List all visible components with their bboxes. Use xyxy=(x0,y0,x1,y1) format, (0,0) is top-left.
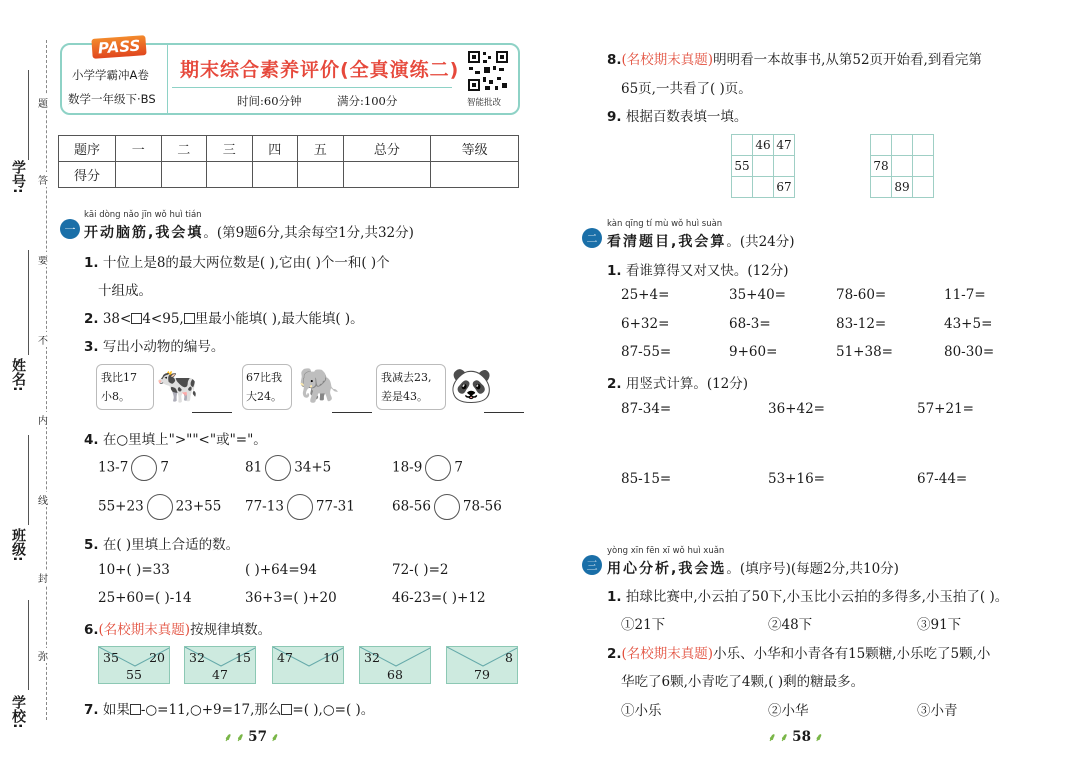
header-divider-h xyxy=(172,87,452,88)
grid-cell[interactable] xyxy=(913,156,934,177)
question-8: 8.(名校期末真题)明明看一本故事书,从第52页开始看,到看完第 xyxy=(607,52,982,68)
score-table-header: 二 xyxy=(161,136,207,162)
class-label: 班级: xyxy=(10,528,26,562)
vertical-calc-item[interactable]: 36+42= xyxy=(768,401,825,417)
pattern-b: 8 xyxy=(505,650,513,665)
question-2-2: 2. 用竖式计算。(12分) xyxy=(607,376,749,392)
exam-score: 满分:100分 xyxy=(337,94,398,108)
mental-item[interactable]: 78-60= xyxy=(836,287,887,303)
choice-option[interactable]: ③小青 xyxy=(917,703,958,719)
fill-item[interactable]: 36+3=( )+20 xyxy=(245,590,337,606)
qr-code-icon[interactable] xyxy=(467,50,509,92)
vertical-calc-item[interactable]: 67-44= xyxy=(917,471,968,487)
animal-card-elephant xyxy=(242,364,382,414)
mental-item[interactable]: 43+5= xyxy=(944,316,993,332)
pattern-c[interactable]: 55 xyxy=(126,667,142,682)
hundred-grid-2 xyxy=(870,134,934,198)
compare-item: 13-7 7 xyxy=(98,455,169,481)
seal-char: 封 xyxy=(38,570,48,585)
mental-item[interactable]: 35+40= xyxy=(729,287,786,303)
grid-cell: 46 xyxy=(753,135,774,156)
mental-item[interactable]: 11-7= xyxy=(944,287,986,303)
question-2-1: 1. 看谁算得又对又快。(12分) xyxy=(607,263,789,279)
page-number-left: ⸙ ⸙ 57 ⸙ xyxy=(224,729,280,745)
compare-circle[interactable] xyxy=(425,455,451,481)
section1-note: 。(第9题6分,其余每空1分,共32分) xyxy=(203,225,414,241)
grid-cell[interactable] xyxy=(913,135,934,156)
q4-text: 在○里填上">""<"或"="。 xyxy=(102,432,267,448)
grid-cell[interactable] xyxy=(753,156,774,177)
pattern-c: 79 xyxy=(474,667,490,682)
choice-option[interactable]: ②48下 xyxy=(768,617,813,633)
choice-option[interactable]: ③91下 xyxy=(917,617,962,633)
school-label: 学校: xyxy=(10,695,26,729)
name-label: 姓名: xyxy=(10,358,26,392)
q3-1-text: 拍球比赛中,小云拍了50下,小玉比小云拍的多得多,小玉拍了( )。 xyxy=(625,589,1009,605)
score-cell[interactable] xyxy=(431,162,519,188)
pattern-card xyxy=(446,646,518,684)
compare-circle[interactable] xyxy=(131,455,157,481)
school-line[interactable] xyxy=(28,600,29,690)
hundred-grid-1 xyxy=(731,134,795,198)
question-1-cont: 十组成。 xyxy=(98,283,152,299)
mental-item[interactable]: 80-30= xyxy=(944,344,995,360)
mental-item[interactable]: 83-12= xyxy=(836,316,887,332)
compare-item: 81 34+5 xyxy=(245,455,331,481)
q7-c: =( ),○=( )。 xyxy=(292,702,375,718)
grid-cell[interactable] xyxy=(871,135,892,156)
section2-pinyin: kàn qīng tí mù wǒ huì suàn xyxy=(607,219,723,229)
q3-2-tag: (名校期末真题) xyxy=(621,646,714,662)
header-divider xyxy=(167,45,168,113)
question-3-1: 1. 拍球比赛中,小云拍了50下,小玉比小云拍的多得多,小玉拍了( )。 xyxy=(607,589,1009,605)
header-banner xyxy=(60,36,520,115)
score-table-score-row xyxy=(59,162,519,188)
pass-logo: PASS xyxy=(91,35,147,59)
section3-title: 用心分析,我会选 xyxy=(607,561,727,577)
seal-char: 题 xyxy=(38,95,48,110)
q2-1-text: 看谁算得又对又快。(12分) xyxy=(625,263,789,279)
speech-text: 我减去23, 差是43。 xyxy=(381,371,432,403)
animal-card-cow xyxy=(96,364,236,414)
mental-item[interactable]: 68-3= xyxy=(729,316,771,332)
q2-post: 4<95, xyxy=(142,311,184,327)
grid-cell[interactable] xyxy=(753,177,774,198)
question-6: 6.(名校期末真题)按规律填数。 xyxy=(84,622,272,638)
q7-b: -○=11,○+9=17,那么 xyxy=(140,702,282,718)
score-cell[interactable] xyxy=(343,162,431,188)
mental-item[interactable]: 87-55= xyxy=(621,344,672,360)
section1-heading xyxy=(84,221,414,242)
mental-item[interactable]: 51+38= xyxy=(836,344,893,360)
compare-circle[interactable] xyxy=(147,494,173,520)
grid-cell[interactable] xyxy=(732,135,753,156)
score-cell[interactable] xyxy=(207,162,253,188)
fill-item[interactable]: ( )+64=94 xyxy=(245,562,317,578)
q3-2-text: 小乐、小华和小青各有15颗糖,小乐吃了5颗,小 xyxy=(713,646,991,662)
q6-text: 按规律填数。 xyxy=(190,622,272,638)
score-table-header-row xyxy=(59,136,519,162)
cow-icon: 🐄 xyxy=(156,366,199,406)
section3-heading xyxy=(607,557,899,578)
score-table-header: 题序 xyxy=(59,136,116,162)
exam-time: 时间:60分钟 xyxy=(237,94,302,108)
answer-blank[interactable] xyxy=(484,412,524,413)
score-cell[interactable] xyxy=(116,162,162,188)
grid-cell: 67 xyxy=(774,177,795,198)
question-5: 5. 在( )里填上合适的数。 xyxy=(84,537,240,553)
fill-item[interactable]: 25+60=( )-14 xyxy=(98,590,192,606)
section3-note: 。(填序号)(每题2分,共10分) xyxy=(726,561,899,577)
compare-circle[interactable] xyxy=(434,494,460,520)
choice-option[interactable]: ①小乐 xyxy=(621,703,662,719)
animal-card-panda xyxy=(376,364,526,414)
mental-item[interactable]: 6+32= xyxy=(621,316,670,332)
compare-circle[interactable] xyxy=(265,455,291,481)
q1-text: 十位上是8的最大两位数是( ),它由( )个一和( )个 xyxy=(102,255,390,271)
q2-pre: 38< xyxy=(102,311,132,327)
seal-char: 不 xyxy=(38,332,48,347)
score-table-header: 五 xyxy=(298,136,344,162)
elephant-icon: 🐘 xyxy=(298,366,341,406)
grid-cell[interactable] xyxy=(774,156,795,177)
pattern-card xyxy=(272,646,344,684)
fill-item[interactable]: 46-23=( )+12 xyxy=(392,590,486,606)
name-line[interactable] xyxy=(28,250,29,355)
seal-char: 答 xyxy=(38,172,48,187)
score-table-header: 等级 xyxy=(431,136,519,162)
choice-option[interactable]: ②小华 xyxy=(768,703,809,719)
grid-cell: 55 xyxy=(732,156,753,177)
score-table-header: 三 xyxy=(207,136,253,162)
score-row-label: 得分 xyxy=(59,162,116,188)
grid-cell[interactable] xyxy=(892,135,913,156)
fill-item[interactable]: 10+( )=33 xyxy=(98,562,170,578)
vertical-calc-item[interactable]: 53+16= xyxy=(768,471,825,487)
grid-cell: 89 xyxy=(892,177,913,198)
sprout-icon: ⸙ xyxy=(266,731,280,744)
pattern-a: 32 xyxy=(364,650,380,665)
section3-pinyin: yòng xīn fēn xī wǒ huì xuǎn xyxy=(607,546,725,556)
pattern-card xyxy=(184,646,256,684)
square-box xyxy=(131,313,142,324)
class-line[interactable] xyxy=(28,435,29,525)
question-1: 1. 十位上是8的最大两位数是( ),它由( )个一和( )个 xyxy=(84,255,390,271)
score-cell[interactable] xyxy=(161,162,207,188)
q2-2-text: 用竖式计算。(12分) xyxy=(625,376,749,392)
answer-blank[interactable] xyxy=(332,412,372,413)
answer-blank[interactable] xyxy=(192,412,232,413)
sprout-icon: ⸙ xyxy=(810,731,824,744)
pattern-c[interactable]: 47 xyxy=(212,667,228,682)
section3-number: 三 xyxy=(582,555,602,575)
student-id-label: 学号: xyxy=(10,160,26,194)
score-table-header: 总分 xyxy=(343,136,431,162)
compare-item: 77-13 77-31 xyxy=(245,494,355,520)
mental-item[interactable]: 25+4= xyxy=(621,287,670,303)
page-number-right: ⸙ ⸙ 58 ⸙ xyxy=(768,729,824,745)
q7-a: 如果 xyxy=(102,702,130,718)
pattern-a: 47 xyxy=(277,650,293,665)
question-7: 7. 如果 -○=11,○+9=17,那么 =( ),○=( )。 xyxy=(84,702,375,718)
sprout-icon: ⸙ ⸙ xyxy=(224,731,249,744)
question-9: 9. 根据百数表填一填。 xyxy=(607,109,748,125)
q6-tag: (名校期末真题) xyxy=(98,622,191,638)
score-table-header: 四 xyxy=(252,136,298,162)
section2-title: 看清题目,我会算 xyxy=(607,234,727,250)
section1-pinyin: kāi dòng nǎo jīn wǒ huì tián xyxy=(84,210,202,220)
series-name: 小学学霸冲A卷 xyxy=(72,68,149,82)
vertical-calc-item[interactable]: 87-34= xyxy=(621,401,672,417)
q3-text: 写出小动物的编号。 xyxy=(102,339,225,355)
fill-item[interactable]: 72-( )=2 xyxy=(392,562,449,578)
score-cell[interactable] xyxy=(252,162,298,188)
q5-text: 在( )里填上合适的数。 xyxy=(102,537,240,553)
pattern-c: 68 xyxy=(387,667,403,682)
mental-item[interactable]: 9+60= xyxy=(729,344,778,360)
question-2: 2. 38< 4<95, 里最小能填( ),最大能填( )。 xyxy=(84,311,364,327)
page-title: 期末综合素养评价(全真演练二) xyxy=(180,59,460,81)
choice-option[interactable]: ①21下 xyxy=(621,617,666,633)
pattern-b: 15 xyxy=(235,650,251,665)
q8-tag: (名校期末真题) xyxy=(621,52,714,68)
q2-tail: 里最小能填( ),最大能填( )。 xyxy=(194,311,364,327)
section2-number: 二 xyxy=(582,228,602,248)
pattern-b: 10 xyxy=(323,650,339,665)
student-id-line[interactable] xyxy=(28,70,29,160)
question-4: 4. 在○里填上">""<"或"="。 xyxy=(84,432,267,448)
binding-dashed-line xyxy=(46,40,47,720)
square-box xyxy=(184,313,195,324)
grid-cell[interactable] xyxy=(871,177,892,198)
section1-title: 开动脑筋,我会填 xyxy=(84,225,204,241)
qr-label: 智能批改 xyxy=(467,98,502,108)
section1-number: 一 xyxy=(60,219,80,239)
pattern-card xyxy=(98,646,170,684)
score-cell[interactable] xyxy=(298,162,344,188)
seal-char: 线 xyxy=(38,492,48,507)
compare-item: 18-9 7 xyxy=(392,455,463,481)
q9-text: 根据百数表填一填。 xyxy=(625,109,748,125)
seal-char: 内 xyxy=(38,412,48,427)
q8-text: 明明看一本故事书,从第52页开始看,到看完第 xyxy=(713,52,982,68)
section2-heading xyxy=(607,230,795,251)
question-3-2: 2.(名校期末真题)小乐、小华和小青各有15颗糖,小乐吃了5颗,小 xyxy=(607,646,991,662)
question-3: 3. 写出小动物的编号。 xyxy=(84,339,225,355)
square-box xyxy=(130,704,141,715)
panda-icon: 🐼 xyxy=(450,366,493,406)
square-box xyxy=(281,704,292,715)
pattern-a: 32 xyxy=(189,650,205,665)
subject-grade: 数学一年级下·BS xyxy=(68,92,156,106)
binding-strip xyxy=(0,40,60,740)
speech-text: 我比17 小8。 xyxy=(101,371,137,403)
score-table xyxy=(58,135,519,188)
compare-circle[interactable] xyxy=(287,494,313,520)
vertical-calc-item[interactable]: 57+21= xyxy=(917,401,974,417)
seal-char: 弥 xyxy=(38,648,48,663)
sprout-icon: ⸙ ⸙ xyxy=(768,731,793,744)
grid-cell: 78 xyxy=(871,156,892,177)
question-8-cont: 65页,一共看了( )页。 xyxy=(621,81,752,97)
grid-cell: 47 xyxy=(774,135,795,156)
seal-char: 要 xyxy=(38,252,48,267)
grid-cell[interactable] xyxy=(732,177,753,198)
compare-item: 55+23 23+55 xyxy=(98,494,221,520)
score-table-header: 一 xyxy=(116,136,162,162)
question-3-2-cont: 华吃了6颗,小青吃了4颗,( )剩的糖最多。 xyxy=(621,674,865,690)
pattern-a: 35 xyxy=(103,650,119,665)
pattern-card xyxy=(359,646,431,684)
grid-cell[interactable] xyxy=(892,156,913,177)
section2-note: 。(共24分) xyxy=(726,234,795,250)
compare-item: 68-56 78-56 xyxy=(392,494,502,520)
vertical-calc-item[interactable]: 85-15= xyxy=(621,471,672,487)
speech-text: 67比我 大24。 xyxy=(246,371,282,403)
pattern-b: 20 xyxy=(149,650,165,665)
grid-cell[interactable] xyxy=(913,177,934,198)
